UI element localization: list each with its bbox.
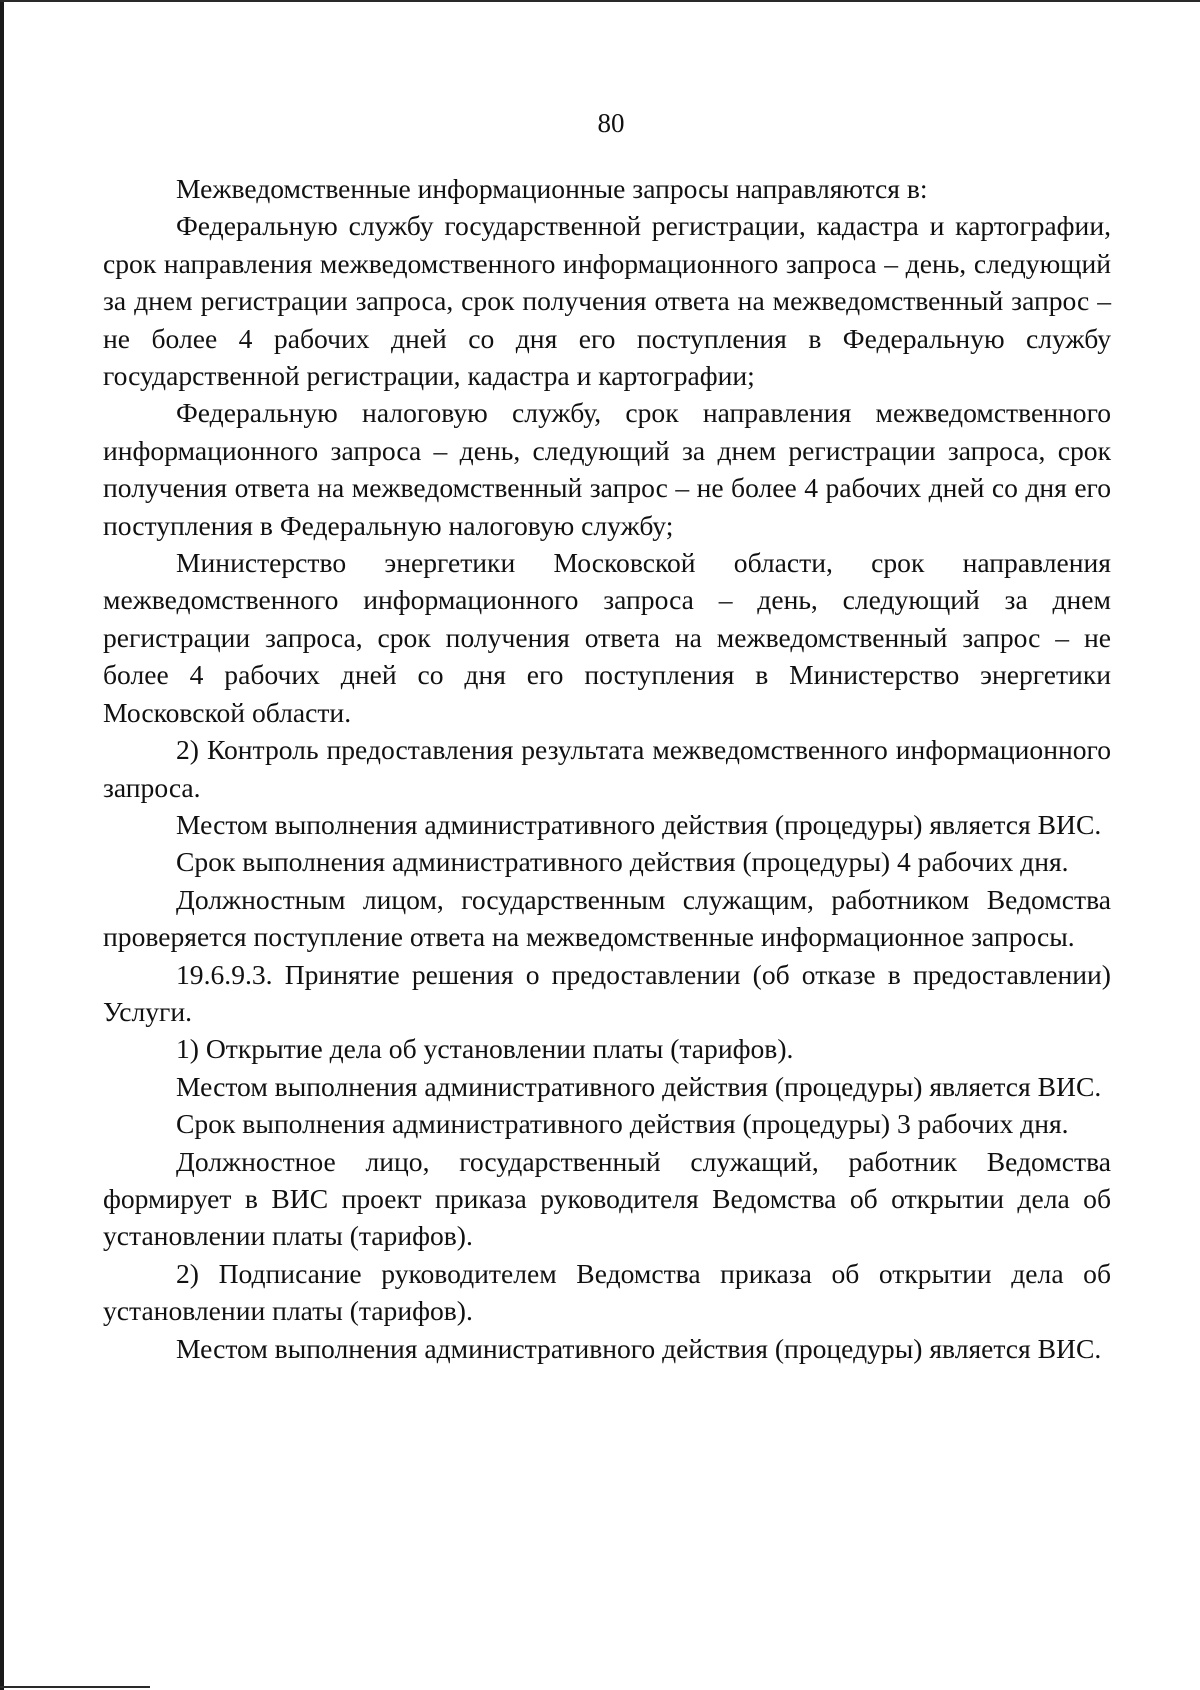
paragraph-term-1: Срок выполнения административного действия (процедуры) 4 рабочих дня.	[176, 846, 1069, 878]
scan-border-bottom	[0, 1686, 150, 1688]
document-body	[103, 170, 1111, 1367]
page-number: 80	[597, 108, 625, 138]
paragraph-place-1: Местом выполнения административного действия (процедуры) является ВИС.	[176, 808, 1102, 840]
paragraph-rosreestr: Федеральную службу государственной регистрации, кадастра и картографии, срок направления межведомственного информационного запроса – день, следующий за днем регистрации запроса, срок получения ответа на межведомственный запрос – не более 4 рабочих дней со дня его поступления в Федеральную службу государственной регистрации, кадастра и картографии;	[103, 210, 1111, 392]
paragraph-requests-intro: Межведомственные информационные запросы направляются в:	[176, 173, 928, 204]
scan-border-left	[0, 0, 4, 1690]
paragraph-place-3: Местом выполнения административного действия (процедуры) является ВИС.	[176, 1332, 1102, 1364]
paragraph-control-heading: 2) Контроль предоставления результата межведомственного информационного запроса.	[103, 734, 1111, 803]
paragraph-section-heading: 19.6.9.3. Принятие решения о предоставлении (об отказе в предоставлении) Услуги.	[103, 958, 1111, 1027]
paragraph-opening-case: 1) Открытие дела об установлении платы (тарифов).	[176, 1033, 794, 1065]
scan-border-top	[0, 0, 1200, 2]
paragraph-official-forms: Должностное лицо, государственный служащий, работник Ведомства формирует в ВИС проект приказа руководителя Ведомства об открытии дела об установлении платы (тарифов).	[103, 1145, 1111, 1252]
paragraph-tax-service: Федеральную налоговую службу, срок направления межведомственного информационного запроса – день, следующий за днем регистрации запроса, срок получения ответа на межведомственный запрос – не более 4 рабочих дней со дня его поступления в Федеральную налоговую службу;	[103, 397, 1111, 541]
paragraph-energy-ministry: Министерство энергетики Московской области, срок направления межведомственного информационного запроса – день, следующий за днем регистрации запроса, срок получения ответа на межведомственный запрос – не более 4 рабочих дней со дня его поступления в Министерство энергетики Московской области.	[103, 547, 1111, 728]
paragraph-signing: 2) Подписание руководителем Ведомства приказа об открытии дела об установлении платы (тарифов).	[103, 1257, 1111, 1327]
paragraph-official-check: Должностным лицом, государственным служащим, работником Ведомства проверяется поступление ответа на межведомственные информационное запросы.	[103, 883, 1111, 953]
paragraph-place-2: Местом выполнения административного действия (процедуры) является ВИС.	[176, 1070, 1102, 1102]
paragraph-term-2: Срок выполнения административного действия (процедуры) 3 рабочих дня.	[176, 1108, 1069, 1140]
